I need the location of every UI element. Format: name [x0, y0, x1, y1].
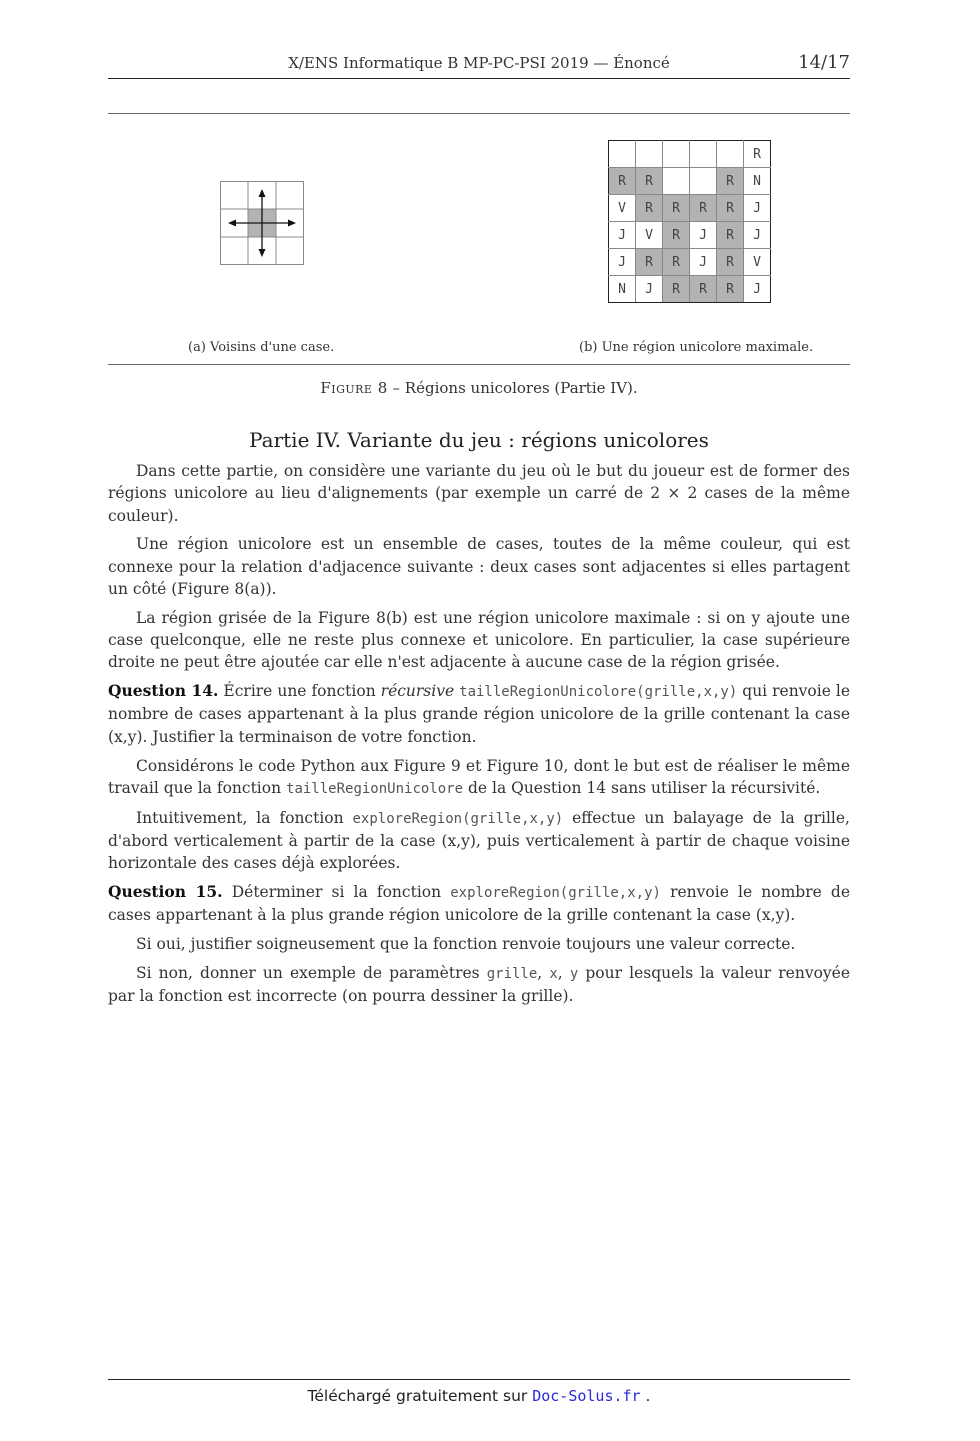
inline-code: exploreRegion(grille,x,y)	[450, 885, 661, 902]
grid-cell	[663, 141, 690, 168]
grid-cell: V	[609, 195, 636, 222]
arrowhead-down-icon	[259, 249, 266, 257]
grid-cell: R	[663, 222, 690, 249]
grid-cell: N	[744, 168, 771, 195]
figure-bottom-rule	[108, 364, 850, 365]
grid-cell: R	[744, 141, 771, 168]
header-title: X/ENS Informatique B MP-PC-PSI 2019 — Énoncé	[288, 54, 670, 72]
grid-cell	[717, 141, 744, 168]
figure-caption	[108, 379, 850, 397]
grid-cell: J	[690, 249, 717, 276]
grid-cell: J	[744, 276, 771, 303]
paragraph-text: Dans cette partie, on considère une variante du jeu où le but du joueur est de former des régions unicolore au lieu d'alignements (par exemple un carré de 2 × 2 cases de la même couleur).	[108, 462, 850, 525]
page-number: 14/17	[798, 52, 850, 73]
paragraph-text: Intuitivement, la fonction	[136, 808, 353, 827]
question-15	[108, 881, 850, 927]
paragraph-text: Considérons le code Python aux Figure 9 et Figure 10, dont le but est de réaliser le même travail que la fonction	[108, 756, 850, 797]
question-text: renvoie le nombre de cases appartenant à la plus grande région unicolore de la grille contenant la case (x,y).	[108, 883, 851, 925]
paragraph-text: ,	[557, 963, 570, 982]
grid-cell: R	[717, 168, 744, 195]
grid-row	[609, 141, 771, 168]
grid-row	[609, 195, 771, 222]
paragraph-text: Si non, donner un exemple de paramètres	[136, 963, 487, 982]
paragraph	[108, 755, 850, 801]
section-title: Partie IV. Variante du jeu : régions unicolores	[249, 428, 709, 452]
grid-cell: J	[690, 222, 717, 249]
grid-cell	[663, 168, 690, 195]
paragraph	[108, 607, 850, 674]
question-label: Question 14.	[108, 681, 219, 701]
figure-top-rule	[108, 113, 850, 114]
grid-cell: J	[636, 276, 663, 303]
grid-cell: J	[609, 249, 636, 276]
paragraph-text: ,	[537, 963, 550, 982]
grid-row	[609, 276, 771, 303]
grid-cell: J	[744, 195, 771, 222]
inline-code: x	[549, 965, 558, 982]
inline-code: tailleRegionUnicolore(grille,x,y)	[459, 684, 738, 701]
inline-code: exploreRegion(grille,x,y)	[352, 810, 564, 827]
grid-cell: R	[636, 195, 663, 222]
paragraph-text: effectue un balayage de la grille, d'abord verticalement à partir de la case (x,y), puis verticalement à partir de chaque voisine horizontale des cases déjà explorées.	[108, 808, 850, 873]
grid-cell	[690, 141, 717, 168]
body-text	[108, 460, 850, 1014]
grid-row	[609, 168, 771, 195]
grid-cell: R	[636, 249, 663, 276]
page-header	[108, 50, 850, 79]
neighbors-diagram	[220, 181, 304, 265]
caption-a: (a) Voisins d'une case.	[188, 340, 335, 355]
footer-text-end: .	[640, 1387, 651, 1405]
grid-row	[609, 249, 771, 276]
paragraph	[108, 533, 850, 600]
arrowhead-right-icon	[288, 220, 296, 227]
paragraph-text: Une région unicolore est un ensemble de cases, toutes de la même couleur, qui est connexe pour la relation d'adjacence suivante : deux cases sont adjacentes si elles partagent un côté (Figure 8(a)).	[108, 535, 850, 598]
paragraph	[108, 460, 850, 527]
caption-b: (b) Une région unicolore maximale.	[579, 340, 814, 355]
grid-cell: R	[717, 222, 744, 249]
grid-cell: J	[609, 222, 636, 249]
color-grid	[608, 140, 771, 303]
question-text: Déterminer si la fonction	[222, 883, 451, 902]
footer-link[interactable]: Doc-Solus.fr	[532, 1387, 641, 1405]
paragraph-text: pour lesquels la valeur renvoyée par la fonction est incorrecte (on pourra dessiner la grille).	[108, 963, 851, 1006]
inline-code: grille	[486, 965, 538, 982]
inline-code: y	[569, 965, 579, 982]
question-text: qui renvoie le nombre de cases appartenant à la plus grande région unicolore de la grille contenant la case (x,y). Justifier la terminaison de votre fonction.	[108, 682, 850, 746]
grid-cell: R	[690, 276, 717, 303]
inline-code: tailleRegionUnicolore	[286, 780, 464, 797]
emphasis: récursive	[380, 682, 455, 701]
arrowhead-up-icon	[259, 189, 266, 197]
footer-text: Téléchargé gratuitement sur	[307, 1387, 533, 1405]
neighbor-arrows	[234, 195, 290, 251]
grid-cell	[690, 168, 717, 195]
question-14	[108, 680, 850, 748]
paragraph	[108, 933, 850, 955]
footer-rule	[108, 1379, 850, 1380]
paragraph	[108, 962, 850, 1008]
paragraph-text: de la Question 14 sans utiliser la récursivité.	[463, 778, 821, 797]
grid-cell: R	[690, 195, 717, 222]
grid-cell: V	[636, 222, 663, 249]
question-label: Question 15.	[108, 882, 223, 902]
grid-cell: R	[717, 276, 744, 303]
grid-row	[609, 222, 771, 249]
grid-cell: N	[609, 276, 636, 303]
grid-cell: J	[744, 222, 771, 249]
grid-cell: R	[609, 168, 636, 195]
paragraph-text: Si oui, justifier soigneusement que la fonction renvoie toujours une valeur correcte.	[136, 935, 796, 954]
paragraph-text: La région grisée de la Figure 8(b) est une région unicolore maximale : si on y ajoute une case quelconque, elle ne reste plus connexe et unicolore. En particulier, la case supérieure droite ne peut être ajoutée car elle n'est adjacente à aucune case de la région grisée.	[108, 608, 850, 672]
footer	[108, 1387, 850, 1405]
arrowhead-left-icon	[228, 220, 236, 227]
grid-cell: R	[663, 195, 690, 222]
figure-caption-text: – Régions unicolores (Partie IV).	[387, 379, 638, 397]
grid-cell: V	[744, 249, 771, 276]
grid-cell: R	[717, 195, 744, 222]
paragraph	[108, 807, 850, 875]
question-text: Écrire une fonction	[218, 682, 381, 701]
grid-cell: R	[636, 168, 663, 195]
figure-label: Figure 8	[320, 379, 388, 397]
grid-cell	[609, 141, 636, 168]
grid-cell: R	[663, 276, 690, 303]
grid-cell	[636, 141, 663, 168]
grid-cell: R	[717, 249, 744, 276]
grid-cell: R	[663, 249, 690, 276]
